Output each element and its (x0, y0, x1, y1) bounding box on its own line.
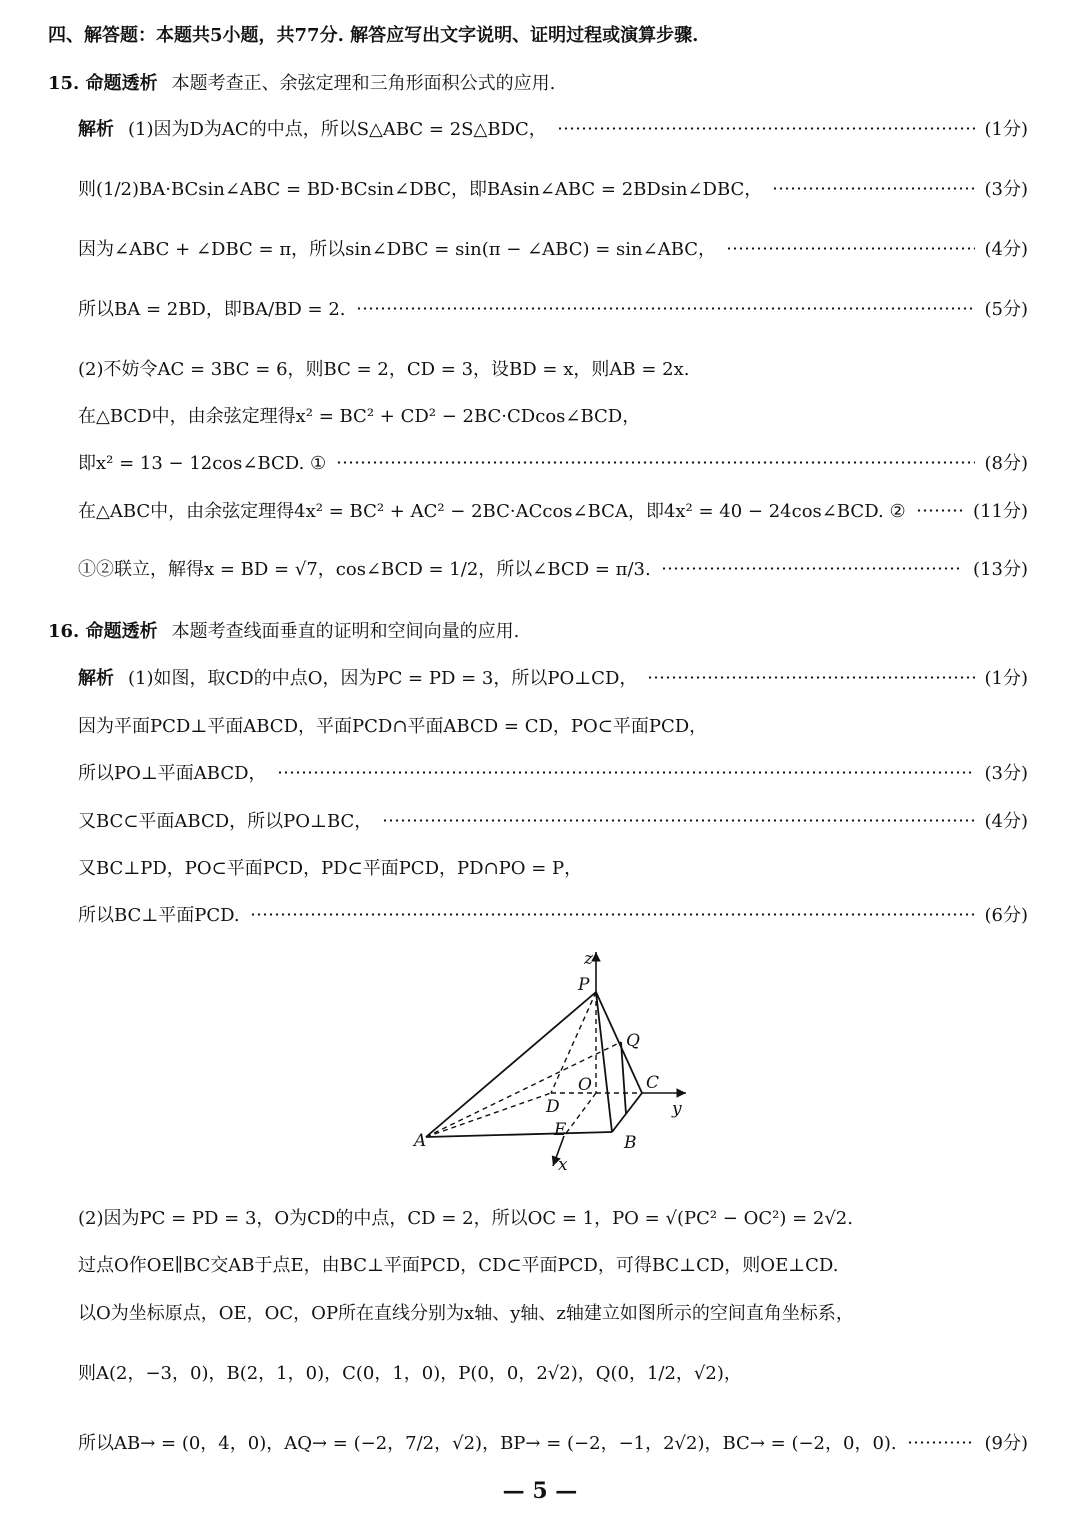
score: (11分) (973, 501, 1028, 522)
q16-heading: 16. 命题透析 (48, 621, 158, 642)
q16-line (78, 1298, 1028, 1326)
leader-dots (356, 307, 975, 310)
label-P: P (578, 975, 590, 995)
q16-line (78, 1250, 1028, 1278)
leader-dots (661, 567, 963, 570)
score: (6分) (984, 905, 1028, 926)
q15-line (78, 172, 1028, 204)
q16-label: 解析 (78, 668, 114, 689)
label-E: E (554, 1120, 567, 1140)
q15-line (78, 552, 1028, 584)
section-header-text: 四、解答题：本题共5小题，共77分. 解答应写出文字说明、证明过程或演算步骤. (48, 25, 699, 46)
q16-heading-line (48, 616, 1028, 644)
q15-line (78, 354, 1028, 382)
q16-line (78, 1202, 1028, 1232)
leader-dots (557, 127, 975, 130)
edge-PA (426, 992, 596, 1137)
leader-dots (647, 676, 974, 679)
q15-line-text: 即x² = 13 − 12cos∠BCD. ① (78, 453, 327, 474)
q15-line (78, 234, 1028, 262)
edge-AD (426, 1093, 551, 1137)
q16-line (78, 900, 1028, 928)
label-C: C (646, 1073, 660, 1093)
q16-line-text: 则A(2，−3，0)，B(2，1，0)，C(0，1，0)，P(0，0，2√2)，Q(0，1/2，√2)， (78, 1363, 742, 1384)
q16-line (78, 663, 1028, 691)
q15-line-text: 因为∠ABC + ∠DBC = π，所以sin∠DBC = sin(π − ∠ABC) = sin∠ABC， (78, 239, 717, 260)
q16-line-text: 又BC⊂平面ABCD，所以PO⊥BC， (78, 811, 373, 832)
q15-line-text: 在△BCD中，由余弦定理得x² = BC² + CD² − 2BC·CDcos∠BCD， (78, 406, 641, 427)
label-z: z (584, 949, 593, 969)
q16-line (78, 758, 1028, 786)
score: (4分) (984, 811, 1028, 832)
q15-line-text: ①②联立，解得x = BD = √7，cos∠BCD = 1/2，所以∠BCD = π/3. (78, 559, 651, 580)
score: (1分) (984, 668, 1028, 689)
leader-dots (277, 771, 975, 774)
score: (8分) (984, 453, 1028, 474)
label-B: B (624, 1133, 637, 1153)
q15-line (78, 114, 1028, 142)
page-number: — 5 — (502, 1478, 578, 1504)
q15-line (78, 448, 1028, 476)
leader-dots (726, 247, 974, 250)
leader-dots (916, 509, 963, 512)
score: (3分) (984, 179, 1028, 200)
q16-line (78, 1356, 1028, 1388)
edge-PB (596, 992, 612, 1132)
edge-OE (564, 1093, 596, 1136)
q15-line (78, 496, 1028, 524)
label-x: x (558, 1155, 568, 1175)
q16-line (78, 1426, 1028, 1458)
score: (9分) (984, 1433, 1028, 1454)
q15-line (78, 401, 1028, 429)
label-y: y (672, 1099, 682, 1119)
q15-label: 解析 (78, 119, 114, 140)
q16-line-text: 以O为坐标原点，OE，OC，OP所在直线分别为x轴、y轴、z轴建立如图所示的空间直角坐标系， (78, 1303, 854, 1324)
q16-line-text: 又BC⊥PD，PO⊂平面PCD，PD⊂平面PCD，PD∩PO = P， (78, 858, 583, 879)
score: (1分) (984, 119, 1028, 140)
leader-dots (250, 913, 975, 916)
label-D: D (546, 1097, 560, 1117)
q16-line (78, 711, 1028, 739)
leader-dots (336, 461, 974, 464)
leader-dots (907, 1441, 975, 1444)
pyramid-figure (410, 944, 710, 1180)
label-A: A (414, 1131, 427, 1151)
q16-line-text: 过点O作OE∥BC交AB于点E，由BC⊥平面PCD，CD⊂平面PCD，可得BC⊥CD，则OE⊥CD. (78, 1255, 839, 1276)
edge-BC (612, 1093, 642, 1132)
q16-line-text: 所以PO⊥平面ABCD， (78, 763, 267, 784)
q16-line-text: (2)因为PC = PD = 3，O为CD的中点，CD = 2，所以OC = 1，PO = √(PC² − OC²) = 2√2. (78, 1208, 853, 1229)
score: (3分) (984, 763, 1028, 784)
edge-AB (426, 1132, 612, 1137)
q15-line-text: 在△ABC中，由余弦定理得4x² = BC² + AC² − 2BC·ACcos∠BCA，即4x² = 40 − 24cos∠BCD. ② (78, 501, 906, 522)
q16-line (78, 853, 1028, 881)
q15-line (78, 292, 1028, 324)
score: (13分) (973, 559, 1028, 580)
score: (4分) (984, 239, 1028, 260)
q15-intro: 本题考查正、余弦定理和三角形面积公式的应用. (171, 73, 556, 94)
q16-line (78, 806, 1028, 834)
label-Q: Q (626, 1031, 640, 1051)
section-header (48, 20, 1028, 48)
q15-line-text: (2)不妨令AC = 3BC = 6，则BC = 2，CD = 3，设BD = x，则AB = 2x. (78, 359, 690, 380)
label-O: O (578, 1075, 592, 1095)
q15-line-text: (1)因为D为AC的中点，所以S△ABC = 2S△BDC， (128, 119, 547, 140)
q16-line-text: 因为平面PCD⊥平面ABCD，平面PCD∩平面ABCD = CD，PO⊂平面PCD， (78, 716, 708, 737)
q15-line-text: 则(1/2)BA·BCsin∠ABC = BD·BCsin∠DBC，即BAsin∠ABC = 2BDsin∠DBC， (78, 179, 763, 200)
q15-heading-line (48, 68, 1028, 96)
leader-dots (772, 187, 974, 190)
q15-line-text: 所以BA = 2BD，即BA/BD = 2. (78, 299, 346, 320)
q16-line-text: (1)如图，取CD的中点O，因为PC = PD = 3，所以PO⊥CD， (128, 668, 638, 689)
q15-heading: 15. 命题透析 (48, 73, 158, 94)
q16-line-text: 所以AB→ = (0，4，0)，AQ→ = (−2，7/2，√2)，BP→ = (−2，−1，2√2)，BC→ = (−2，0，0). (78, 1433, 897, 1454)
q16-intro: 本题考查线面垂直的证明和空间向量的应用. (171, 621, 520, 642)
score: (5分) (984, 299, 1028, 320)
leader-dots (382, 819, 974, 822)
q16-line-text: 所以BC⊥平面PCD. (78, 905, 240, 926)
